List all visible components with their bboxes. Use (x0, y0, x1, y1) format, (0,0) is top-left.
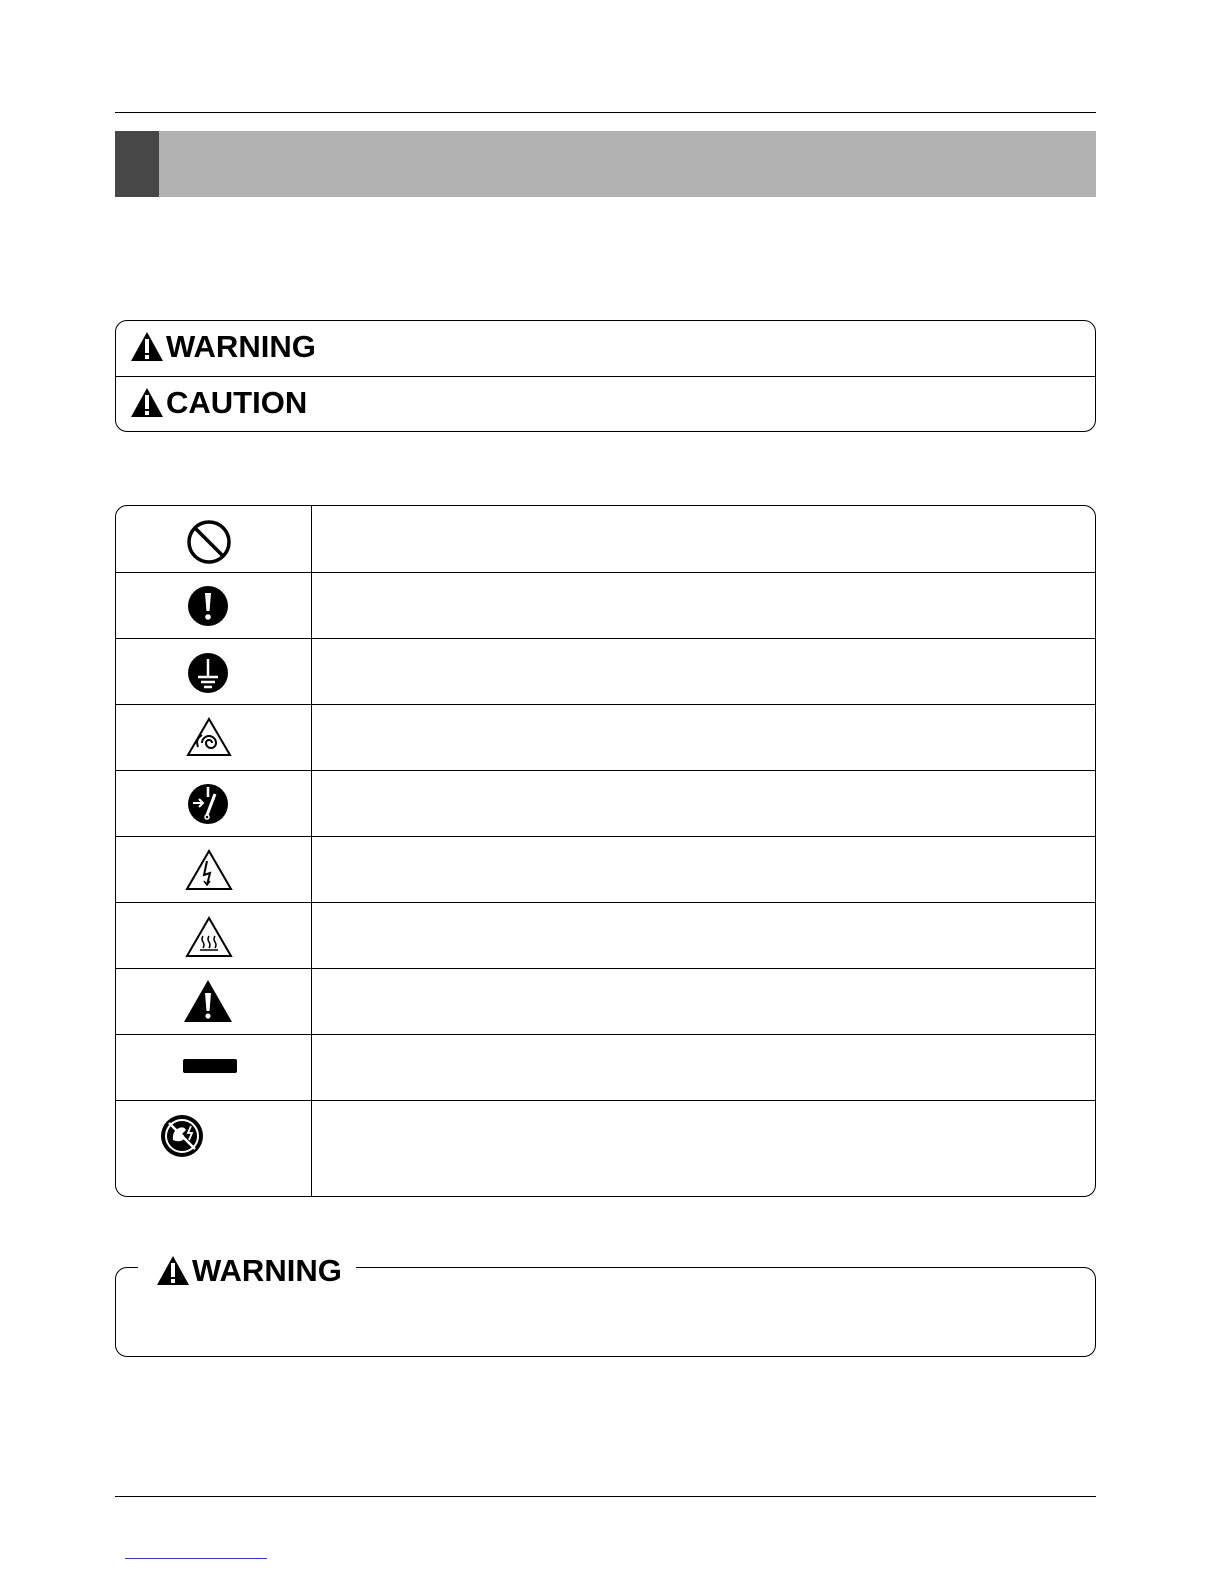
top-rule (115, 112, 1096, 113)
ground-icon (187, 652, 229, 694)
warning-section-label: WARNING (192, 1252, 342, 1288)
table-row (116, 902, 1095, 969)
warning-label: WARNING (166, 329, 316, 364)
disconnect-power-icon (187, 783, 229, 825)
bottom-rule (115, 1496, 1096, 1497)
signal-word-box (115, 320, 1096, 432)
black-bar-icon (183, 1059, 237, 1073)
table-row (116, 1034, 1095, 1101)
caution-row (116, 376, 1095, 432)
table-row (116, 506, 1095, 572)
table-row (116, 572, 1095, 639)
footer-link-underline[interactable] (125, 1558, 267, 1559)
table-row (116, 836, 1095, 903)
table-row (116, 704, 1095, 771)
table-row (116, 770, 1095, 837)
table-column-divider (311, 506, 312, 1196)
caution-label: CAUTION (166, 385, 308, 420)
electric-shock-warning-icon (185, 849, 233, 891)
section-title-tab (115, 131, 159, 197)
warning-triangle-icon (156, 1255, 190, 1286)
warning-row (116, 321, 1095, 376)
caution-triangle-icon (130, 387, 164, 418)
prohibition-icon (186, 519, 232, 565)
mandatory-action-icon (187, 585, 229, 627)
warning-triangle-icon (130, 331, 164, 362)
symbol-table (115, 505, 1096, 1197)
table-row (116, 968, 1095, 1035)
table-row (116, 1100, 1095, 1197)
hot-surface-warning-icon (185, 916, 233, 958)
general-warning-icon (183, 979, 233, 1023)
no-wet-hands-icon (160, 1114, 204, 1158)
rotating-fan-warning-icon (186, 717, 232, 757)
section-title-band (115, 131, 1096, 197)
table-row (116, 638, 1095, 705)
warning-section-heading (138, 1250, 356, 1290)
